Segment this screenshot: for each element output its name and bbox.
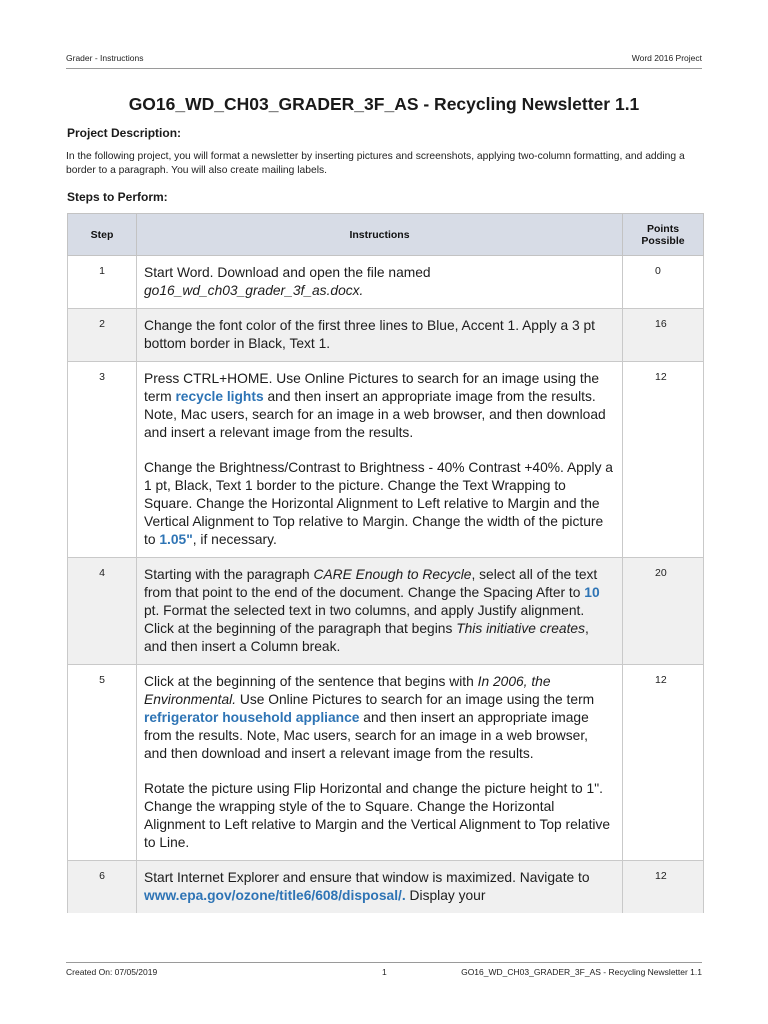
search-term: refrigerator household appliance [144, 710, 360, 725]
step-number: 5 [68, 665, 137, 861]
steps-heading: Steps to Perform: [67, 190, 168, 204]
step-points: 0 [623, 256, 704, 309]
instruction-text: Start Internet Explorer and ensure that window is maximized. Navigate to [144, 870, 590, 885]
step-points: 16 [623, 309, 704, 362]
highlight-value: 1.05" [159, 532, 193, 547]
instruction-text: Use Online Pictures to search for an image using the term [236, 692, 595, 707]
col-header-points [623, 214, 704, 256]
steps-table [67, 213, 704, 941]
step-number: 3 [68, 362, 137, 558]
instruction-italic: CARE Enough to Recycle [313, 567, 472, 582]
step-points: 20 [623, 558, 704, 665]
table-row [68, 256, 704, 309]
footer-document-name: GO16_WD_CH03_GRADER_3F_AS - Recycling Newsletter 1.1 [461, 967, 702, 977]
instruction-paragraph [144, 459, 614, 549]
highlight-value: 10 [584, 585, 600, 600]
step-number: 4 [68, 558, 137, 665]
step-number: 1 [68, 256, 137, 309]
table-row [68, 665, 704, 861]
instruction-italic: This initiative creates [456, 621, 586, 636]
instruction-text: , if necessary. [192, 532, 277, 547]
instruction-text: and then insert an appropriate image from the results. Note, Mac users, search for an image in a web browser, and then download and insert a relevant image from the results. [144, 710, 589, 761]
table-header-row [68, 214, 704, 256]
table-row [68, 362, 704, 558]
project-description-text: In the following project, you will format a newsletter by inserting pictures and screenshots, applying two-column formatting, and adding a border to a paragraph. You will also create mailing labels. [66, 151, 685, 176]
footer-page-number: 1 [382, 967, 387, 977]
instruction-text: , select all of the text from that point to the end of the document. Change the Spacing After to [144, 567, 598, 600]
instruction-text: Click at the beginning of the sentence that begins with [144, 674, 478, 689]
col-header-step: Step [68, 214, 137, 256]
page-header [66, 53, 702, 69]
project-description-heading: Project Description: [67, 126, 182, 140]
instruction-paragraph [144, 673, 614, 763]
table-row [68, 558, 704, 665]
step-points: 12 [623, 861, 704, 941]
document-title: GO16_WD_CH03_GRADER_3F_AS - Recycling Newsletter 1.1 [128, 94, 640, 114]
step-instructions [137, 665, 623, 861]
url-text: www.epa.gov/ozone/title6/608/disposal/. [144, 888, 406, 903]
instruction-text: Change the Brightness/Contrast to Brightness - 40% Contrast +40%. Apply a 1 pt, Black, Text 1 border to the picture. Change the Text Wrapping to Square. Change the Horizontal Alignment to Left relative to Margin and the Vertical Alignment to Top relative to Margin. Change the width of the picture to [144, 460, 613, 547]
instruction-italic: In 2006, the Environmental. [144, 674, 551, 707]
instruction-text: Display your [405, 888, 486, 903]
instruction-text: and then insert an appropriate image from the results. Note, Mac users, search for an image in a web browser, and then download and insert a relevant image from the results. [144, 389, 606, 440]
instruction-paragraph: Rotate the picture using Flip Horizontal and change the picture height to 1". Change the wrapping style of the to Square. Change the Horizontal Alignment to Left relative to Margin and the Vertical Alignment to Top relative to Line. [144, 781, 611, 850]
instruction-filename: go16_wd_ch03_grader_3f_as.docx. [144, 283, 364, 298]
step-instructions [137, 558, 623, 665]
header-left: Grader - Instructions [66, 53, 144, 63]
step-points: 12 [623, 665, 704, 861]
instruction-paragraph [144, 370, 614, 442]
table-row [68, 309, 704, 362]
col-header-points-line2: Possible [641, 234, 685, 247]
step-instructions [137, 256, 623, 309]
instruction-text: pt. Format the selected text in two columns, and apply Justify alignment. Click at the beginning of the paragraph that begins [144, 603, 585, 636]
instruction-text: , and then insert a Column break. [144, 621, 589, 654]
header-right: Word 2016 Project [631, 53, 702, 63]
step-number: 2 [68, 309, 137, 362]
step-instructions [137, 362, 623, 558]
instruction-text: Starting with the paragraph [144, 567, 314, 582]
step-points: 12 [623, 362, 704, 558]
col-header-instructions: Instructions [137, 214, 623, 256]
page-footer [66, 962, 702, 977]
search-term: recycle lights [175, 389, 264, 404]
step-instructions: Change the font color of the first three lines to Blue, Accent 1. Apply a 3 pt bottom border in Black, Text 1. [137, 309, 623, 362]
instruction-text: Press CTRL+HOME. Use Online Pictures to search for an image using the term [144, 371, 600, 404]
col-header-points-line1: Points [646, 222, 680, 235]
page-break-mask [0, 913, 768, 953]
footer-created-on: Created On: 07/05/2019 [66, 967, 158, 977]
instruction-text: Start Word. Download and open the file named [144, 265, 431, 280]
step-number: 6 [68, 861, 137, 941]
